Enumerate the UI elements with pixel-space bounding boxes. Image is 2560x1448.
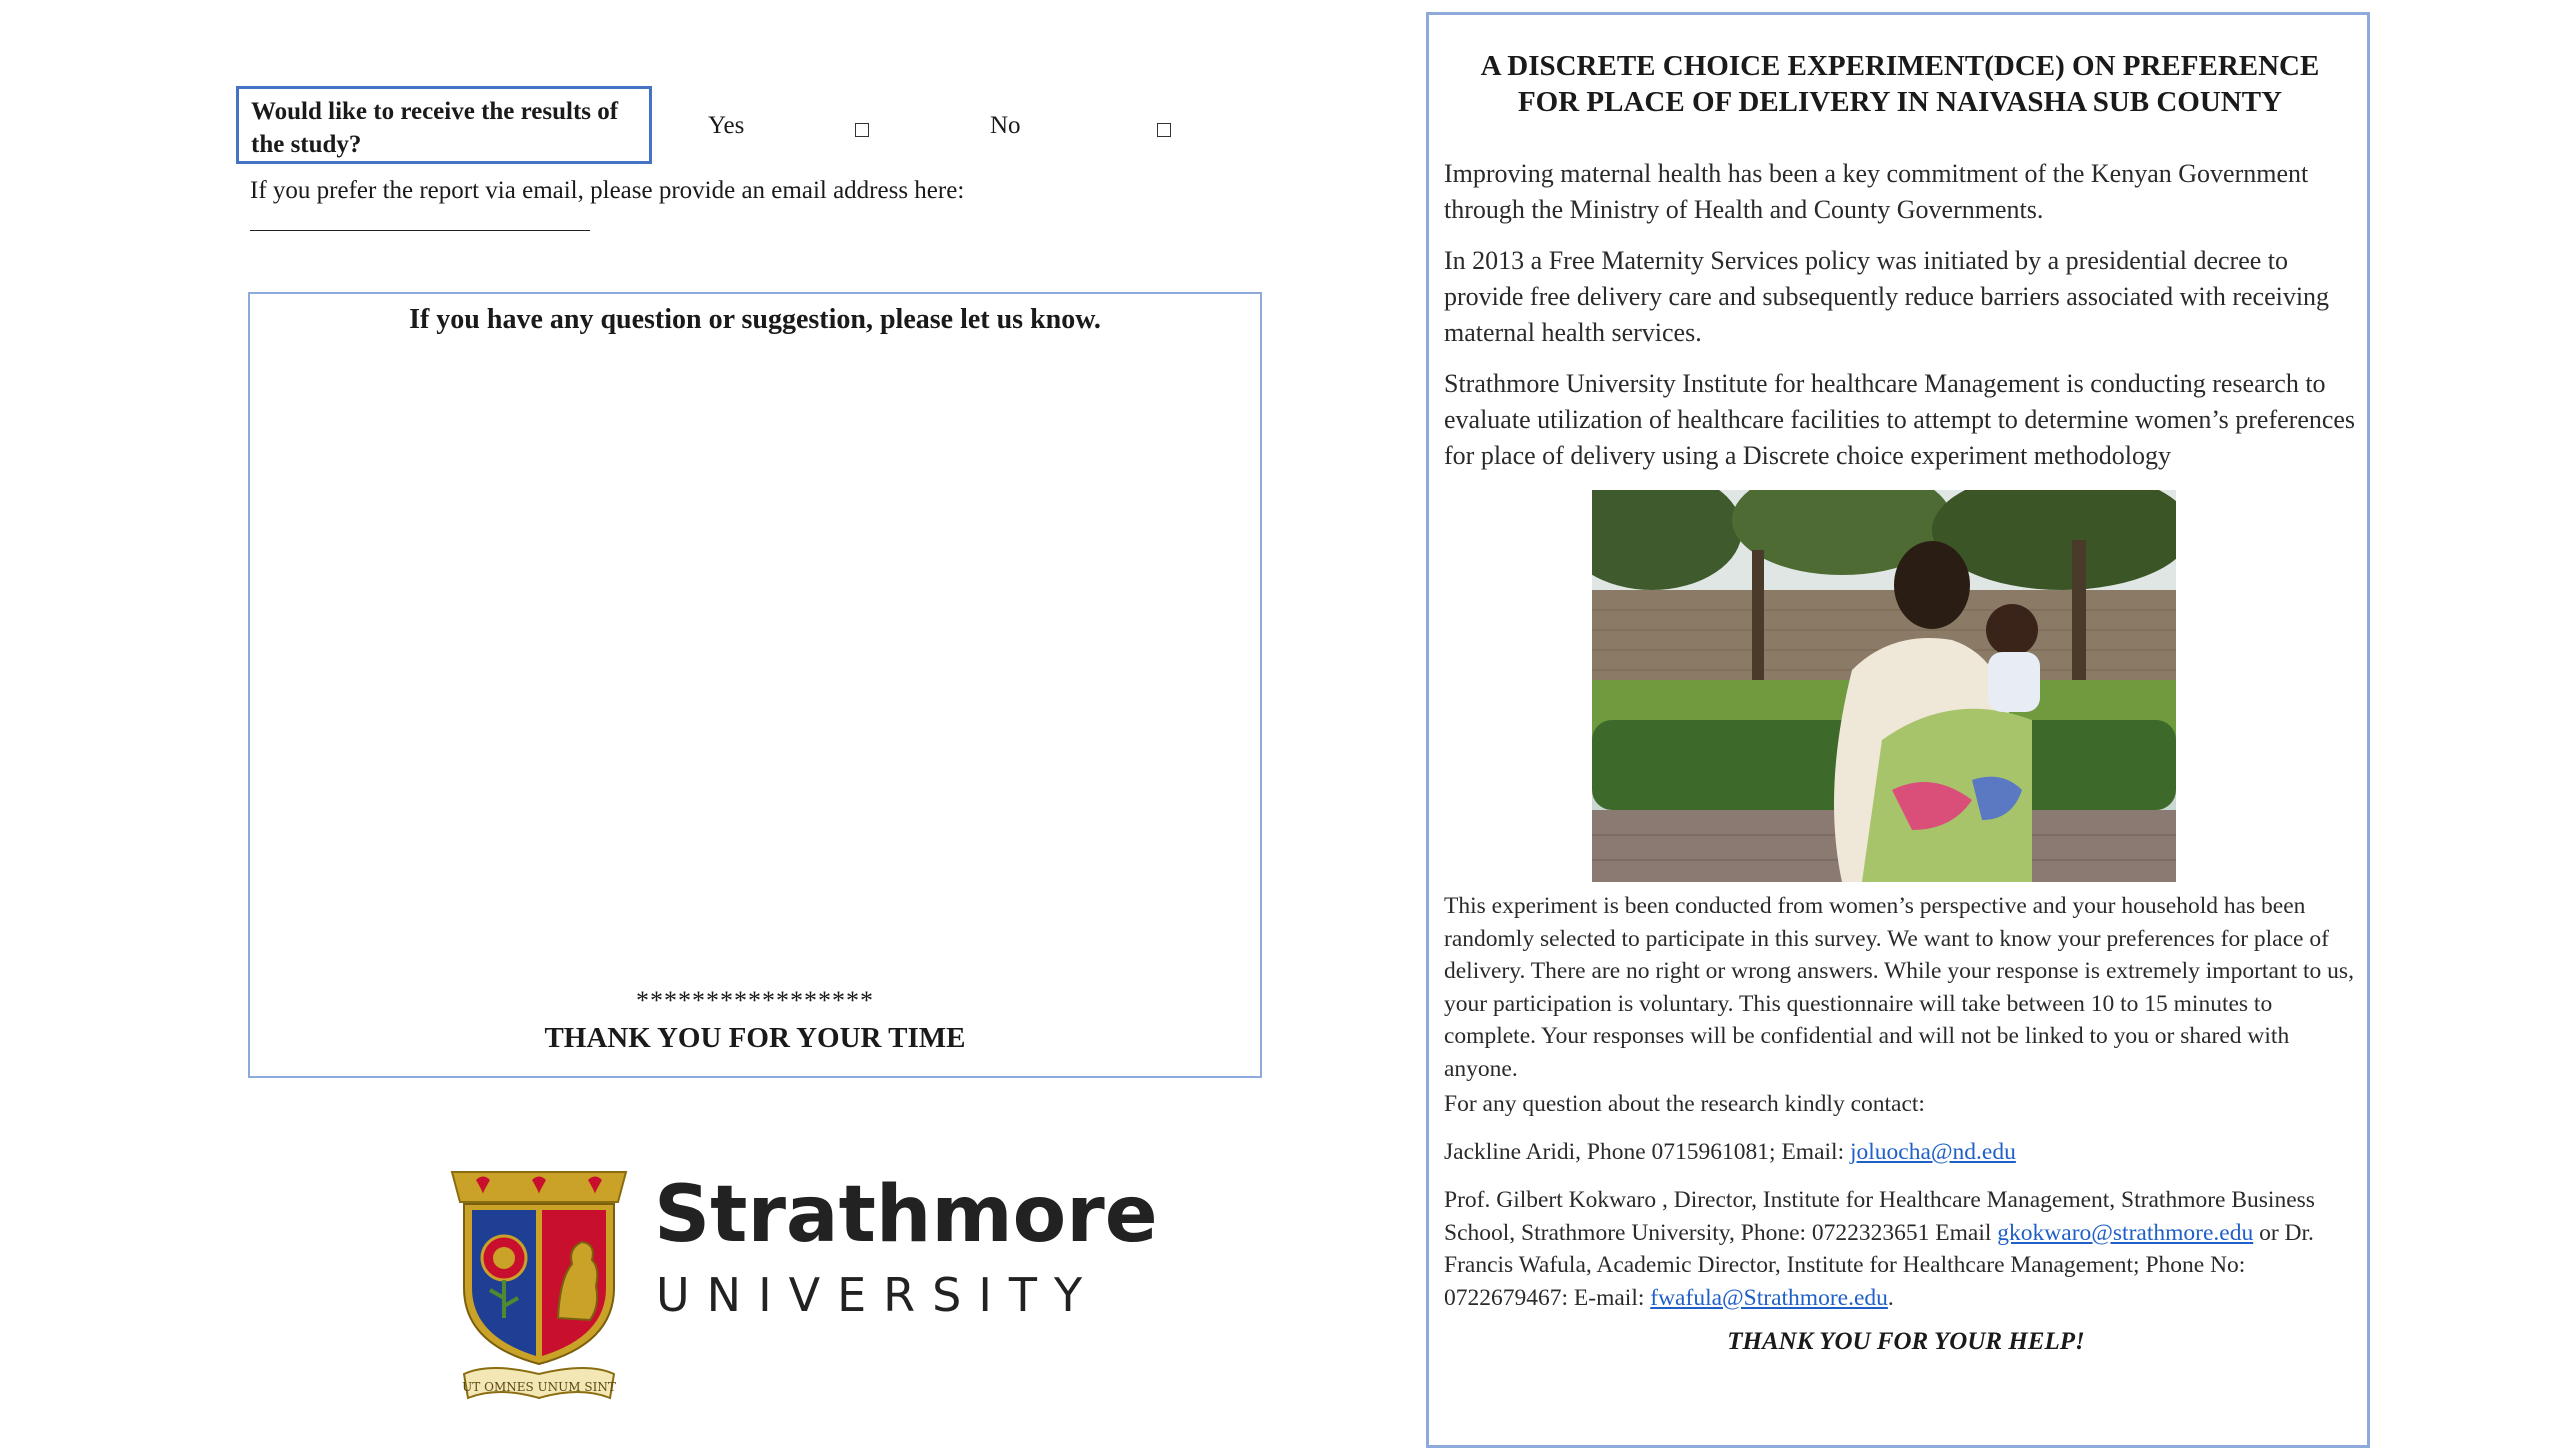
thank-you-help: THANK YOU FOR YOUR HELP!	[1727, 1328, 2085, 1355]
email-blank-line[interactable]	[250, 208, 590, 231]
results-question-text: Would like to receive the results of the study?	[251, 98, 619, 158]
contact2-text: Prof. Gilbert Kokwaro , Director, Institute for Healthcare Management, Strathmore Business School, Strathmore University, Phone: 0722323651 Email	[1444, 1187, 2315, 1246]
question-suggestion-box[interactable]	[248, 292, 1262, 1078]
logo-subtitle: UNIVERSITY	[656, 1268, 1100, 1322]
intro-paragraph-2: In 2013 a Free Maternity Services policy was initiated by a presidential decree to provide free delivery care and subsequently reduce barriers associated with receiving maternal health services.	[1444, 246, 2330, 347]
yes-checkbox[interactable]	[855, 123, 869, 137]
email-prompt-text: If you prefer the report via email, please provide an email address here:	[250, 177, 965, 204]
mother-with-baby-photo	[1592, 490, 2176, 882]
no-label: No	[990, 112, 1021, 139]
contact-kokwaro-wafula	[1444, 1184, 2368, 1314]
intro-paragraph-3: Strathmore University Institute for healthcare Management is conducting research to evaluate utilization of healthcare facilities to attempt to determine women’s preferences for place of delivery using a Discrete choice experiment methodology	[1444, 369, 2356, 470]
contact2-end: .	[1887, 1284, 1894, 1311]
contact-jackline	[1444, 1136, 2368, 1169]
email-link-joluocha[interactable]: joluocha@nd.edu	[1849, 1139, 2016, 1165]
email-prompt	[250, 174, 1010, 240]
logo-motto: UT OMNES UNUM SINT	[462, 1380, 616, 1394]
strathmore-shield-logo	[450, 1168, 628, 1406]
thank-you-time: THANK YOU FOR YOUR TIME	[544, 1022, 966, 1054]
email-link-gkokwaro[interactable]: gkokwaro@strathmore.edu	[1997, 1219, 2254, 1246]
study-title: A DISCRETE CHOICE EXPERIMENT(DCE) ON PREFERENCE FOR PLACE OF DELIVERY IN NAIVASHA SUB COUNTY	[1480, 50, 2320, 118]
results-question-box	[236, 86, 652, 164]
no-checkbox[interactable]	[1157, 123, 1171, 137]
intro-paragraph-1: Improving maternal health has been a key commitment of the Kenyan Government through the Ministry of Health and County Governments.	[1444, 159, 2309, 224]
yes-label: Yes	[708, 112, 745, 139]
contact-intro: For any question about the research kindly contact:	[1444, 1091, 1925, 1117]
contact2-mid: or Dr. Francis Wafula, Academic Director, Institute for Healthcare Management; Phone No: 0722679467: E-mail:	[1444, 1219, 2314, 1311]
survey-paragraph: This experiment is been conducted from women’s perspective and your household has been randomly selected to participate in this survey. We want to know your preferences for place of delivery. There are no right or wrong answers. While your response is extremely important to us, your participation is voluntary. This questionnaire will take between 10 to 15 minutes to complete. Your responses will be confidential and will not be linked to you or shared with anyone.	[1444, 893, 2354, 1082]
logo-name: Strathmore	[654, 1170, 1158, 1260]
question-box-title: If you have any question or suggestion, please let us know.	[409, 304, 1101, 335]
email-link-fwafula[interactable]: fwafula@Strathmore.edu	[1650, 1284, 1888, 1311]
stars-divider: *****************	[636, 986, 874, 1015]
contact1-text: Jackline Aridi, Phone 0715961081; Email:	[1444, 1139, 1850, 1165]
